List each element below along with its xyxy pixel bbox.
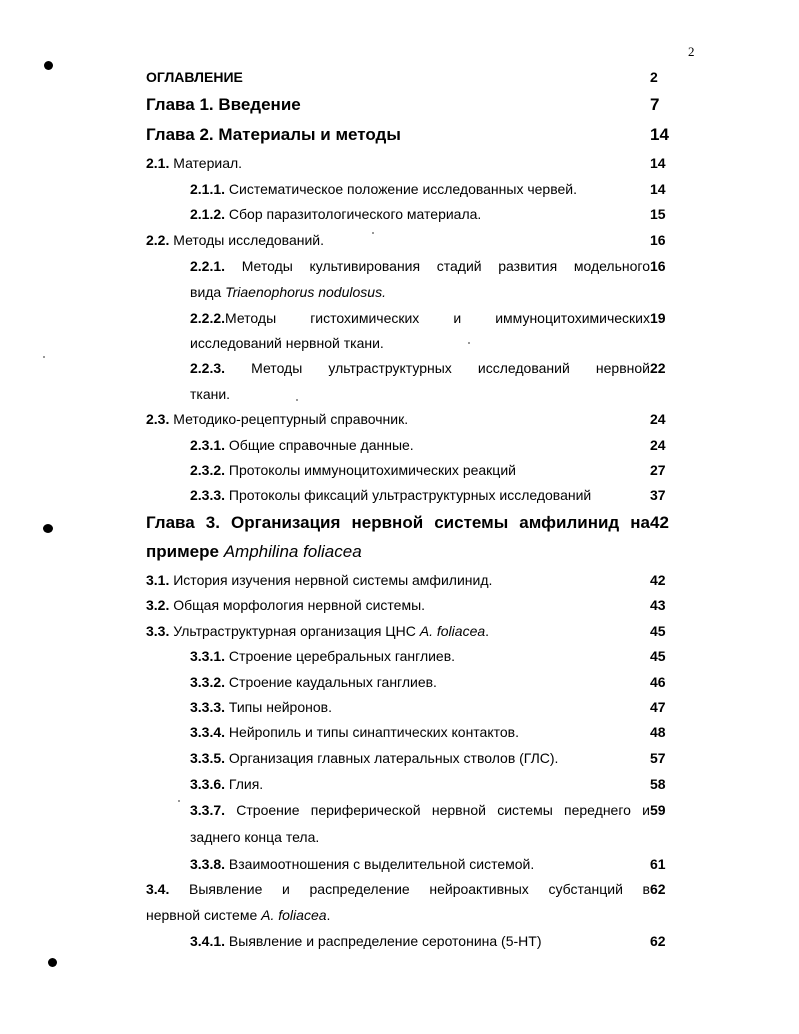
toc-page-number: 2 (650, 69, 658, 85)
toc-heading (146, 64, 674, 90)
toc-page-number: 59 (650, 802, 666, 818)
toc-page-number: 48 (650, 724, 666, 740)
toc-section-number: 2.3.1. (190, 437, 226, 453)
toc-section-2-2-1 (190, 253, 674, 279)
toc-section-number: 2.3. (146, 411, 170, 427)
toc-section-title: Методы культивирования стадий развития модельного (225, 258, 650, 274)
toc-section-number: 2.3.3. (190, 487, 226, 503)
toc-section-number: 3.3.6. (190, 776, 226, 792)
toc-section-3-3-4 (190, 719, 674, 745)
toc-section-2-3-1 (190, 432, 674, 458)
toc-section-title-continued: заднего конца тела. (190, 829, 320, 845)
toc-section-title: Методико-рецептурный справочник. (169, 411, 409, 427)
toc-page-number: 15 (650, 206, 666, 222)
toc-chapter-3-continued (146, 537, 674, 567)
toc-section-title: Строение каудальных ганглиев. (225, 674, 437, 690)
toc-page-number: 46 (650, 674, 666, 690)
toc-section-3-4-continued (146, 902, 674, 928)
toc-chapter-2 (146, 120, 674, 150)
toc-species-name: A. foliacea (261, 907, 327, 923)
toc-chapter-title: Глава 3. Организация нервной системы амфилинид на (146, 513, 650, 532)
toc-section-title: Выявление и распределение серотонина (5-НТ) (225, 933, 542, 949)
toc-section-2-3 (146, 406, 674, 432)
toc-chapter-title-continued: примере (146, 542, 224, 561)
toc-section-2-2-1-continued (190, 279, 674, 305)
toc-section-number: 3.2. (146, 597, 170, 613)
toc-section-3-3-1 (190, 643, 674, 669)
toc-section-2-2-2-continued (190, 330, 674, 356)
scan-speck (178, 800, 180, 802)
toc-section-number: 2.2.1. (190, 258, 226, 274)
toc-section-number: 2.3.2. (190, 462, 226, 478)
toc-page-number: 27 (650, 462, 666, 478)
toc-species-name: A. foliacea (419, 623, 486, 639)
toc-section-title-continued: ткани. (190, 386, 231, 402)
toc-species-name: Triaenophorus nodulosus. (225, 284, 386, 300)
toc-section-title-continued: нервной системе (146, 907, 262, 923)
toc-section-title: Методы исследований. (169, 232, 324, 248)
toc-section-number: 3.3.7. (190, 802, 226, 818)
toc-page-number: 24 (650, 437, 666, 453)
toc-page-number: 22 (650, 360, 666, 376)
toc-section-title: Протоколы иммуноцитохимических реакций (225, 462, 516, 478)
toc-page-number: 19 (650, 310, 666, 326)
toc-section-title: Ультраструктурная организация ЦНС (169, 623, 420, 639)
toc-species-name: Amphilina foliacea (223, 542, 362, 561)
toc-section-title: Протоколы фиксаций ультраструктурных исследований (225, 487, 592, 503)
toc-section-title-tail: . (326, 907, 331, 923)
toc-section-title: Взаимоотношения с выделительной системой. (225, 856, 535, 872)
toc-section-number: 3.3.2. (190, 674, 226, 690)
toc-section-3-3-7 (190, 797, 674, 823)
toc-section-title: Строение периферической нервной системы переднего и (225, 802, 650, 818)
toc-section-number: 3.4.1. (190, 933, 226, 949)
toc-section-title: Общая морфология нервной системы. (169, 597, 426, 613)
toc-page-number: 16 (650, 232, 666, 248)
toc-page-number: 57 (650, 750, 666, 766)
toc-page-number: 45 (650, 648, 666, 664)
toc-page-number: 47 (650, 699, 666, 715)
toc-section-3-4 (146, 876, 674, 902)
toc-section-title: Выявление и распределение нейроактивных субстанций в (169, 881, 650, 897)
toc-section-title: Глия. (225, 776, 264, 792)
toc-section-title: Методы гистохимических и иммуноцитохимических (225, 310, 650, 326)
toc-section-number: 3.4. (146, 881, 170, 897)
toc-page-number: 7 (650, 95, 660, 114)
toc-section-number: 2.1.1. (190, 181, 226, 197)
toc-page-number: 14 (650, 181, 666, 197)
toc-section-title: Общие справочные данные. (225, 437, 414, 453)
toc-section-number: 3.3.5. (190, 750, 226, 766)
scan-artifact-dot (48, 958, 57, 967)
toc-section-2-3-3 (190, 482, 674, 508)
toc-section-number: 2.2. (146, 232, 170, 248)
toc-section-2-2-3 (190, 355, 674, 381)
toc-section-title: Сбор паразитологического материала. (225, 206, 482, 222)
toc-page-number: 61 (650, 856, 666, 872)
toc-page-number: 42 (650, 513, 669, 532)
toc-section-3-3-5 (190, 745, 674, 771)
toc-section-3-1 (146, 567, 674, 593)
toc-section-number: 3.3.1. (190, 648, 226, 664)
toc-section-title-tail: . (485, 623, 490, 639)
toc-page-number: 58 (650, 776, 666, 792)
toc-page-number: 42 (650, 572, 666, 588)
toc-section-3-3-2 (190, 669, 674, 695)
toc-page-number: 62 (650, 881, 666, 897)
toc-section-number: 2.2.3. (190, 360, 226, 376)
toc-section-3-3-3 (190, 694, 674, 720)
toc-section-title-continued: вида (190, 284, 226, 300)
toc-section-2-2-3-continued (190, 381, 674, 407)
toc-section-title: Материал. (169, 155, 243, 171)
toc-section-2-1-2 (190, 201, 674, 227)
page-number: 2 (688, 44, 695, 59)
toc-page-number: 45 (650, 623, 666, 639)
toc-section-title: Нейропиль и типы синаптических контактов. (225, 724, 519, 740)
toc-section-3-3-7-continued (190, 824, 674, 850)
toc-page-number: 16 (650, 258, 666, 274)
toc-section-title: История изучения нервной системы амфилинид. (169, 572, 493, 588)
toc-section-2-3-2 (190, 457, 674, 483)
toc-page-number: 43 (650, 597, 666, 613)
toc-section-3-3-6 (190, 771, 674, 797)
toc-page-number: 14 (650, 155, 666, 171)
toc-page-number: 37 (650, 487, 666, 503)
toc-page-number: 62 (650, 933, 666, 949)
toc-page-number: 24 (650, 411, 666, 427)
toc-chapter-title: Глава 2. Материалы и методы (146, 125, 401, 144)
toc-section-3-3 (146, 618, 674, 644)
toc-section-3-4-1 (190, 928, 674, 954)
toc-section-title: Типы нейронов. (225, 699, 332, 715)
toc-section-number: 3.3.8. (190, 856, 226, 872)
toc-section-title: Строение церебральных ганглиев. (225, 648, 456, 664)
toc-section-2-2-2 (190, 305, 674, 331)
scan-speck (43, 356, 45, 358)
toc-section-2-1-1 (190, 176, 674, 202)
scan-artifact-dot (43, 524, 53, 533)
toc-section-title: Систематическое положение исследованных червей. (225, 181, 577, 197)
toc-section-number: 3.3. (146, 623, 170, 639)
scan-artifact-dot (44, 61, 53, 70)
toc-section-2-2 (146, 227, 674, 253)
toc-chapter-3 (146, 508, 674, 538)
toc-section-number: 2.1.2. (190, 206, 226, 222)
toc-section-number: 2.2.2. (190, 310, 226, 326)
toc-section-number: 3.3.4. (190, 724, 226, 740)
toc-section-number: 3.3.3. (190, 699, 226, 715)
toc-section-number: 2.1. (146, 155, 170, 171)
toc-section-3-2 (146, 592, 674, 618)
toc-section-title-continued: исследований нервной ткани. (190, 335, 384, 351)
toc-section-number: 3.1. (146, 572, 170, 588)
toc-section-title: Организация главных латеральных стволов (ГЛС). (225, 750, 559, 766)
toc-heading-title: ОГЛАВЛЕНИЕ (146, 69, 243, 85)
toc-section-title: Методы ультраструктурных исследований нервной (225, 360, 650, 376)
toc-chapter-title: Глава 1. Введение (146, 95, 301, 114)
toc-chapter-1 (146, 90, 674, 120)
toc-page-number: 14 (650, 125, 669, 144)
toc-section-3-3-8 (190, 851, 674, 877)
toc-section-2-1 (146, 150, 674, 176)
